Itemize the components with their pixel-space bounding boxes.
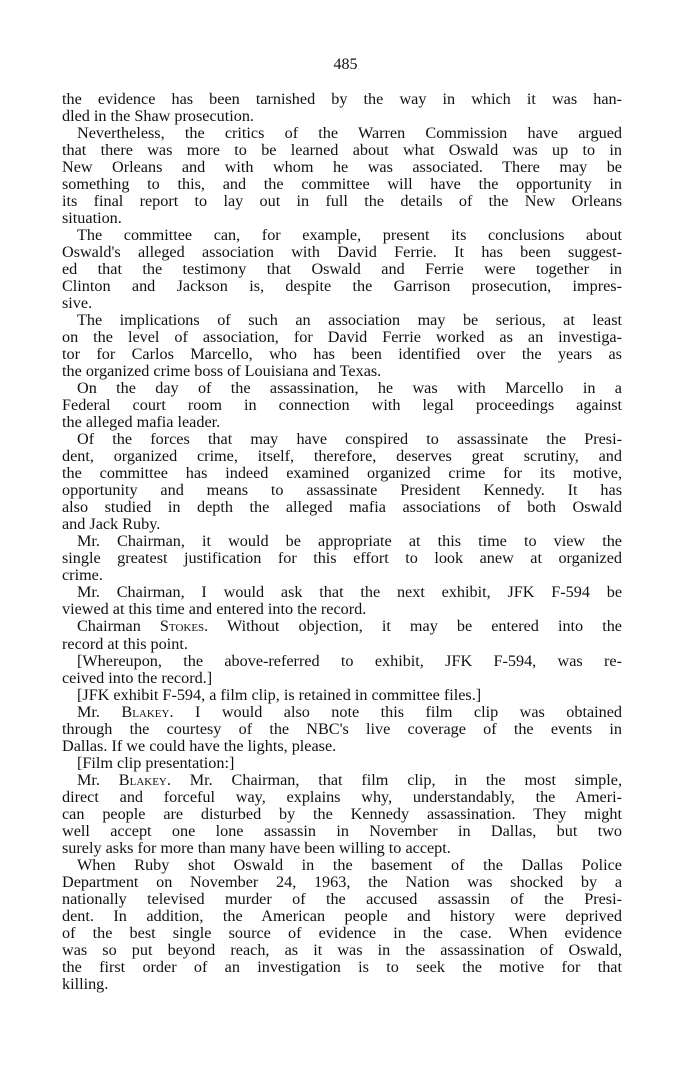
text-line: the alleged mafia leader. <box>62 413 221 432</box>
paragraph <box>62 653 622 687</box>
text-line: Dallas. If we could have the lights, please. <box>62 736 337 755</box>
text-line: Mr. Chairman, I would ask that the next exhibit, JFK F-594 be <box>77 583 622 602</box>
text-line: single greatest justification for this effort to look anew at organized <box>62 549 622 568</box>
paragraph <box>62 704 622 755</box>
text-line: The implications of such an association may be serious, at least <box>77 311 622 330</box>
text-line: through the courtesy of the NBC's live coverage of the events in <box>62 719 622 738</box>
paragraph <box>62 772 622 857</box>
text-line: Department on November 24, 1963, the Nation was shocked by a <box>62 872 622 891</box>
text-line: viewed at this time and entered into the record. <box>62 600 367 619</box>
text-line: dled in the Shaw prosecution. <box>62 107 254 126</box>
speaker-name: Blakey <box>118 770 167 789</box>
text-line: Clinton and Jackson is, despite the Garrison prosecution, impres- <box>62 277 622 296</box>
text-segment: Chairman <box>77 617 160 636</box>
text-line: can people are disturbed by the Kennedy assassination. They might <box>62 804 622 823</box>
paragraph <box>62 687 622 704</box>
page-number: 485 <box>333 56 358 73</box>
text-line: was so put beyond reach, as it was in the assassination of Oswald, <box>62 940 622 959</box>
text-segment: Mr. <box>77 770 119 789</box>
text-line: record at this point. <box>62 634 188 653</box>
paragraph <box>62 431 622 533</box>
paragraph <box>62 533 622 584</box>
speaker-name: Blakey <box>121 702 170 721</box>
text-line: and Jack Ruby. <box>62 515 161 534</box>
text-line <box>62 772 622 789</box>
text-line: well accept one lone assassin in November in Dallas, but two <box>62 821 622 840</box>
text-segment: Mr. <box>77 702 122 721</box>
text-line: [Whereupon, the above-referred to exhibit, JFK F-594, was re- <box>77 651 622 670</box>
text-line: something to this, and the committee will have the opportunity in <box>62 175 622 194</box>
text-line: [JFK exhibit F-594, a film clip, is retained in committee files.] <box>77 685 482 704</box>
text-line: Oswald's alleged association with David Ferrie. It has been suggest- <box>62 243 622 262</box>
text-line: that there was more to be learned about what Oswald was up to in <box>62 141 622 160</box>
text-segment: . I would also note this film clip was obtained <box>169 702 623 721</box>
paragraph <box>62 312 622 380</box>
text-line: Mr. Chairman, it would be appropriate at this time to view the <box>77 532 622 551</box>
text-line: the evidence has been tarnished by the way in which it was han- <box>62 90 622 108</box>
speaker-name: Stokes <box>159 617 205 636</box>
paragraph <box>62 755 622 772</box>
text-line: Of the forces that may have conspired to assassinate the Presi- <box>77 430 622 449</box>
paragraph <box>62 618 622 652</box>
text-line: on the level of association, for David Ferrie worked as an investiga- <box>62 328 622 347</box>
text-line: the organized crime boss of Louisiana and Texas. <box>62 362 382 381</box>
text-line: ed that the testimony that Oswald and Ferrie were together in <box>62 260 622 279</box>
paragraph <box>62 584 622 618</box>
text-line <box>62 618 622 635</box>
text-line: the first order of an investigation is to seek the motive for that <box>62 957 622 976</box>
text-line: When Ruby shot Oswald in the basement of the Dallas Police <box>77 855 622 874</box>
text-line: the committee has indeed examined organized crime for its motive, <box>62 464 622 483</box>
text-line: tor for Carlos Marcello, who has been identified over the years as <box>62 345 622 364</box>
text-line: On the day of the assassination, he was with Marcello in a <box>77 379 622 398</box>
text-line: its final report to lay out in full the details of the New Orleans <box>62 192 622 211</box>
text-line: Nevertheless, the critics of the Warren Commission have argued <box>77 124 622 143</box>
paragraph <box>62 857 622 993</box>
text-line: The committee can, for example, present its conclusions about <box>77 226 622 245</box>
text-line: of the best single source of evidence in the case. When evidence <box>62 923 622 942</box>
paragraph <box>62 91 622 125</box>
text-line: direct and forceful way, explains why, understandably, the Ameri- <box>62 787 622 806</box>
text-line: sive. <box>62 294 93 313</box>
text-line: also studied in depth the alleged mafia associations of both Oswald <box>62 498 622 517</box>
paragraph <box>62 227 622 312</box>
text-line: ceived into the record.] <box>62 668 213 687</box>
paragraph <box>62 380 622 431</box>
paragraph <box>62 125 622 227</box>
text-line: killing. <box>62 974 109 993</box>
text-line: opportunity and means to assassinate President Kennedy. It has <box>62 481 622 500</box>
text-line: [Film clip presentation:] <box>77 753 235 772</box>
text-line <box>62 704 622 721</box>
text-segment: . Mr. Chairman, that film clip, in the most simple, <box>166 770 623 789</box>
text-line: Federal court room in connection with legal proceedings against <box>62 396 622 415</box>
text-line: surely asks for more than many have been willing to accept. <box>62 838 451 857</box>
text-line: New Orleans and with whom he was associated. There may be <box>62 158 622 177</box>
text-line: nationally televised murder of the accused assassin of the Presi- <box>62 889 622 908</box>
text-line: situation. <box>62 209 122 228</box>
text-line: crime. <box>62 566 103 585</box>
text-line: dent. In addition, the American people and history were deprived <box>62 906 622 925</box>
text-segment: . Without objection, it may be entered into the <box>204 617 622 636</box>
body-text <box>62 91 622 993</box>
text-line: dent, organized crime, itself, therefore, deserves great scrutiny, and <box>62 447 622 466</box>
